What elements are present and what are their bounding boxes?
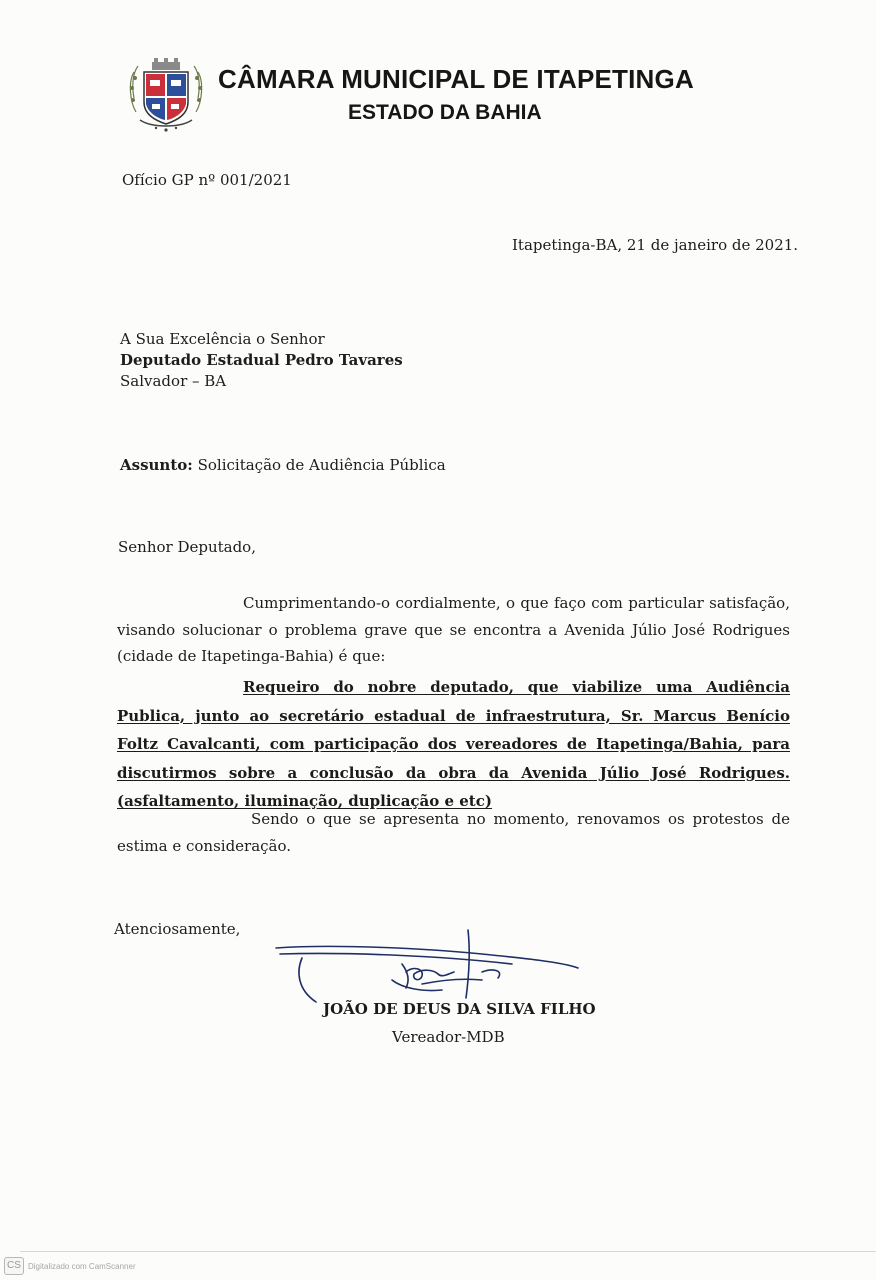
recipient-salutation: A Sua Excelência o Senhor (120, 330, 325, 348)
signer-name: JOÃO DE DEUS DA SILVA FILHO (323, 1000, 596, 1018)
signer-role: Vereador-MDB (392, 1028, 505, 1046)
request-text: Requeiro do nobre deputado, que viabilize uma Audiência Publica, junto ao secretário estadual de infraestrutura, Sr. Marcus Benício Foltz Cavalcanti, com participação dos vereadores de Itapetinga/Bahia, para discutirmos sobre a conclusão da obra da Avenida Júlio José Rodrigues. (asfaltamento, iluminação, duplicação e etc) (117, 678, 790, 810)
letter-reference: Ofício GP nº 001/2021 (122, 171, 292, 189)
request-paragraph (117, 673, 790, 816)
recipient-name: Deputado Estadual Pedro Tavares (120, 351, 403, 369)
intro-text: Cumprimentando-o cordialmente, o que faço com particular satisfação, visando solucionar o problema grave que se encontra a Avenida Júlio José Rodrigues (cidade de Itapetinga-Bahia) é que: (117, 594, 790, 665)
recipient-location: Salvador – BA (120, 372, 227, 390)
closing-text: Sendo o que se apresenta no momento, renovamos os protestos de estima e consideração. (117, 810, 790, 855)
subject-text: Solicitação de Audiência Pública (197, 456, 446, 474)
scanner-watermark (4, 1257, 136, 1275)
subject-line (120, 456, 446, 474)
footer-divider (20, 1251, 876, 1252)
institution-title: CÂMARA MUNICIPAL DE ITAPETINGA (218, 64, 694, 94)
letter-date: Itapetinga-BA, 21 de janeiro de 2021. (512, 236, 799, 254)
subject-label: Assunto: (120, 456, 193, 474)
institution-subtitle: ESTADO DA BAHIA (348, 101, 542, 124)
coat-of-arms-icon (126, 58, 206, 134)
greeting: Senhor Deputado, (118, 538, 256, 556)
scanner-watermark-text: Digitalizado com CamScanner (28, 1261, 136, 1271)
intro-paragraph (117, 590, 790, 670)
closing-paragraph (117, 806, 790, 859)
sign-off: Atenciosamente, (114, 920, 241, 938)
camscanner-logo-icon: CS (4, 1257, 24, 1275)
